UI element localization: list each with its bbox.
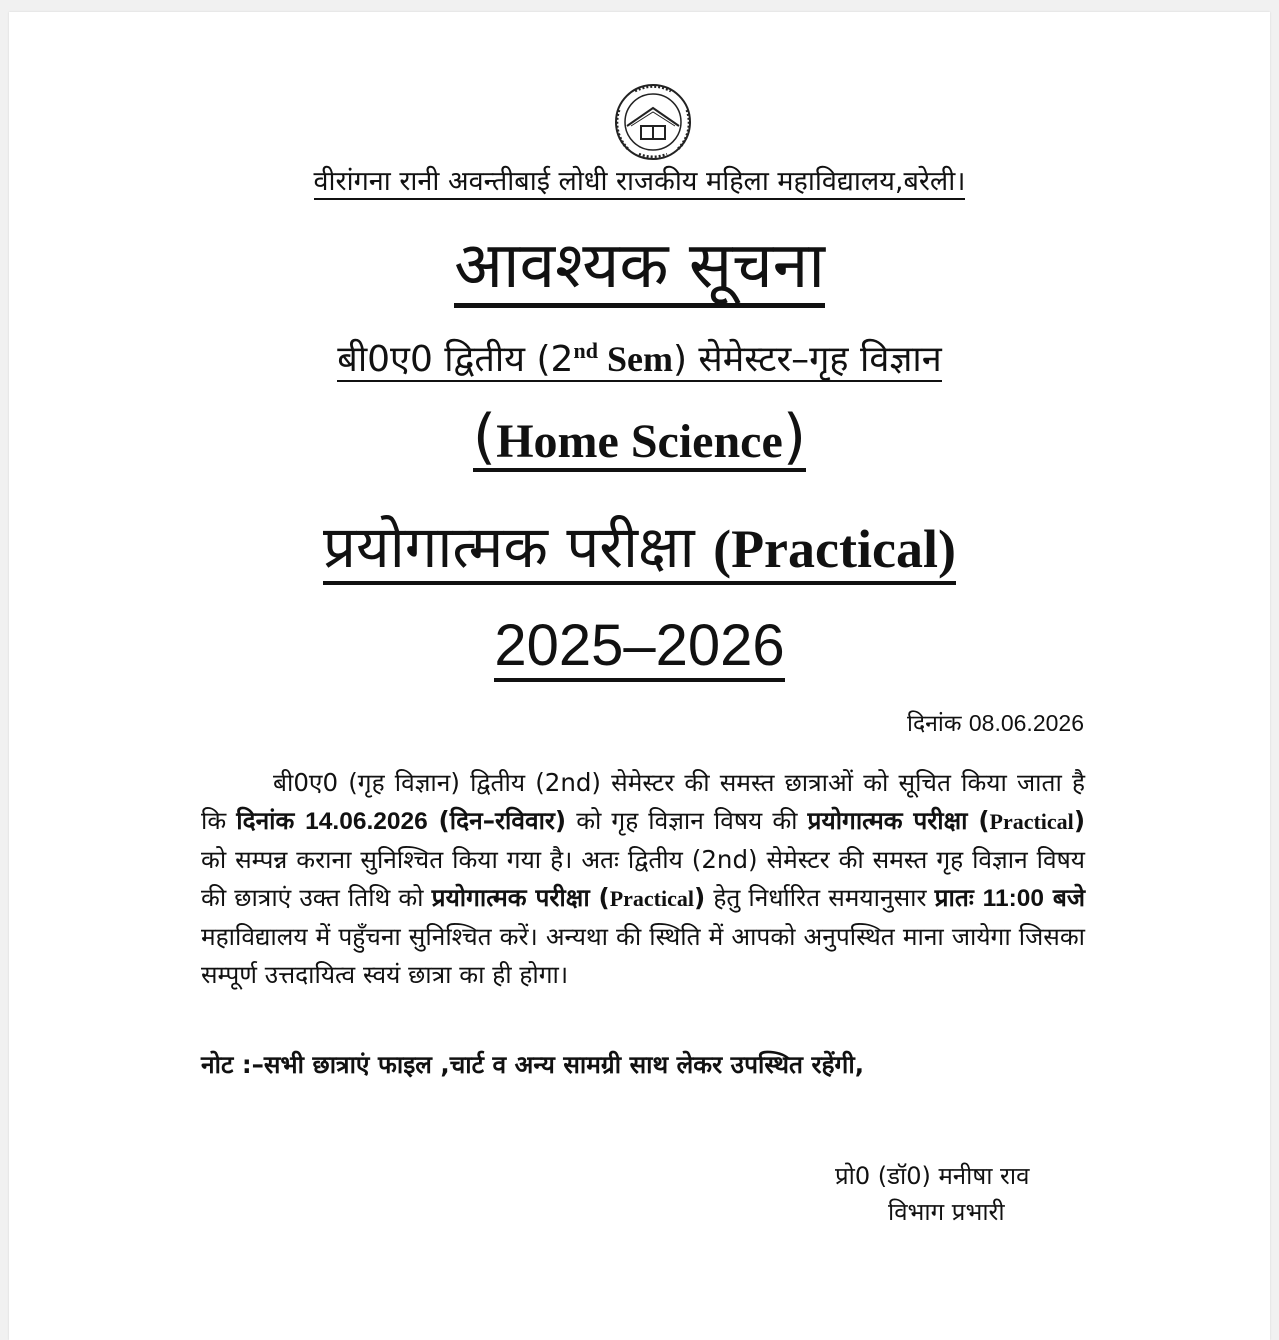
subject-line: (Home Science) [472,402,807,472]
session-year: 2025–2026 [9,610,1270,682]
college-name: वीरांगना रानी अवन्तीबाई लोधी राजकीय महिला महाविद्यालय,बरेली। [9,165,1270,199]
notice-page [9,12,1270,1340]
body-paragraph: बी0ए0 (गृह विज्ञान) द्वितीय (2nd) सेमेस्टर की समस्त छात्राओं को सूचित किया जाता है कि दिनांक 14.06.2026 (दिन–रविवार) को गृह विज्ञान विषय की प्रयोगात्मक परीक्षा (Practical) को सम्पन्न कराना सुनिश्चित किया गया है। अतः द्वितीय (2nd) सेमेस्टर की समस्त गृह विज्ञान विषय की छात्राएं उक्त तिथि को प्रयोगात्मक परीक्षा (Practical) हेतु निर्धारित समयानुसार प्रातः 11:00 बजे महाविद्यालय में पहुँचना सुनिश्चित करें। अन्यथा की स्थिति में आपको अनुपस्थित माना जायेगा जिसका सम्पूर्ण उत्तदायित्व स्वयं छात्रा का ही होगा। [201,768,1086,989]
college-emblem-icon [605,82,701,162]
notice-date: दिनांक 08.06.2026 [907,710,1084,737]
signatory-designation: विभाग प्रभारी [888,1198,1005,1226]
exam-line: प्रयोगात्मक परीक्षा (Practical) [9,507,1270,589]
notice-heading: आवश्यक सूचना [9,226,1270,306]
note-line: नोट :–सभी छात्राएं फाइल ,चार्ट व अन्य सामग्री साथ लेकर उपस्थित रहेंगी, [201,1050,864,1079]
signatory-name: प्रो0 (डॉ0) मनीषा राव [835,1162,1030,1190]
notice-body [201,764,1085,994]
course-line: बी0ए0 द्वितीय (2nd Sem) सेमेस्टर–गृह विज्ञान [337,338,942,380]
